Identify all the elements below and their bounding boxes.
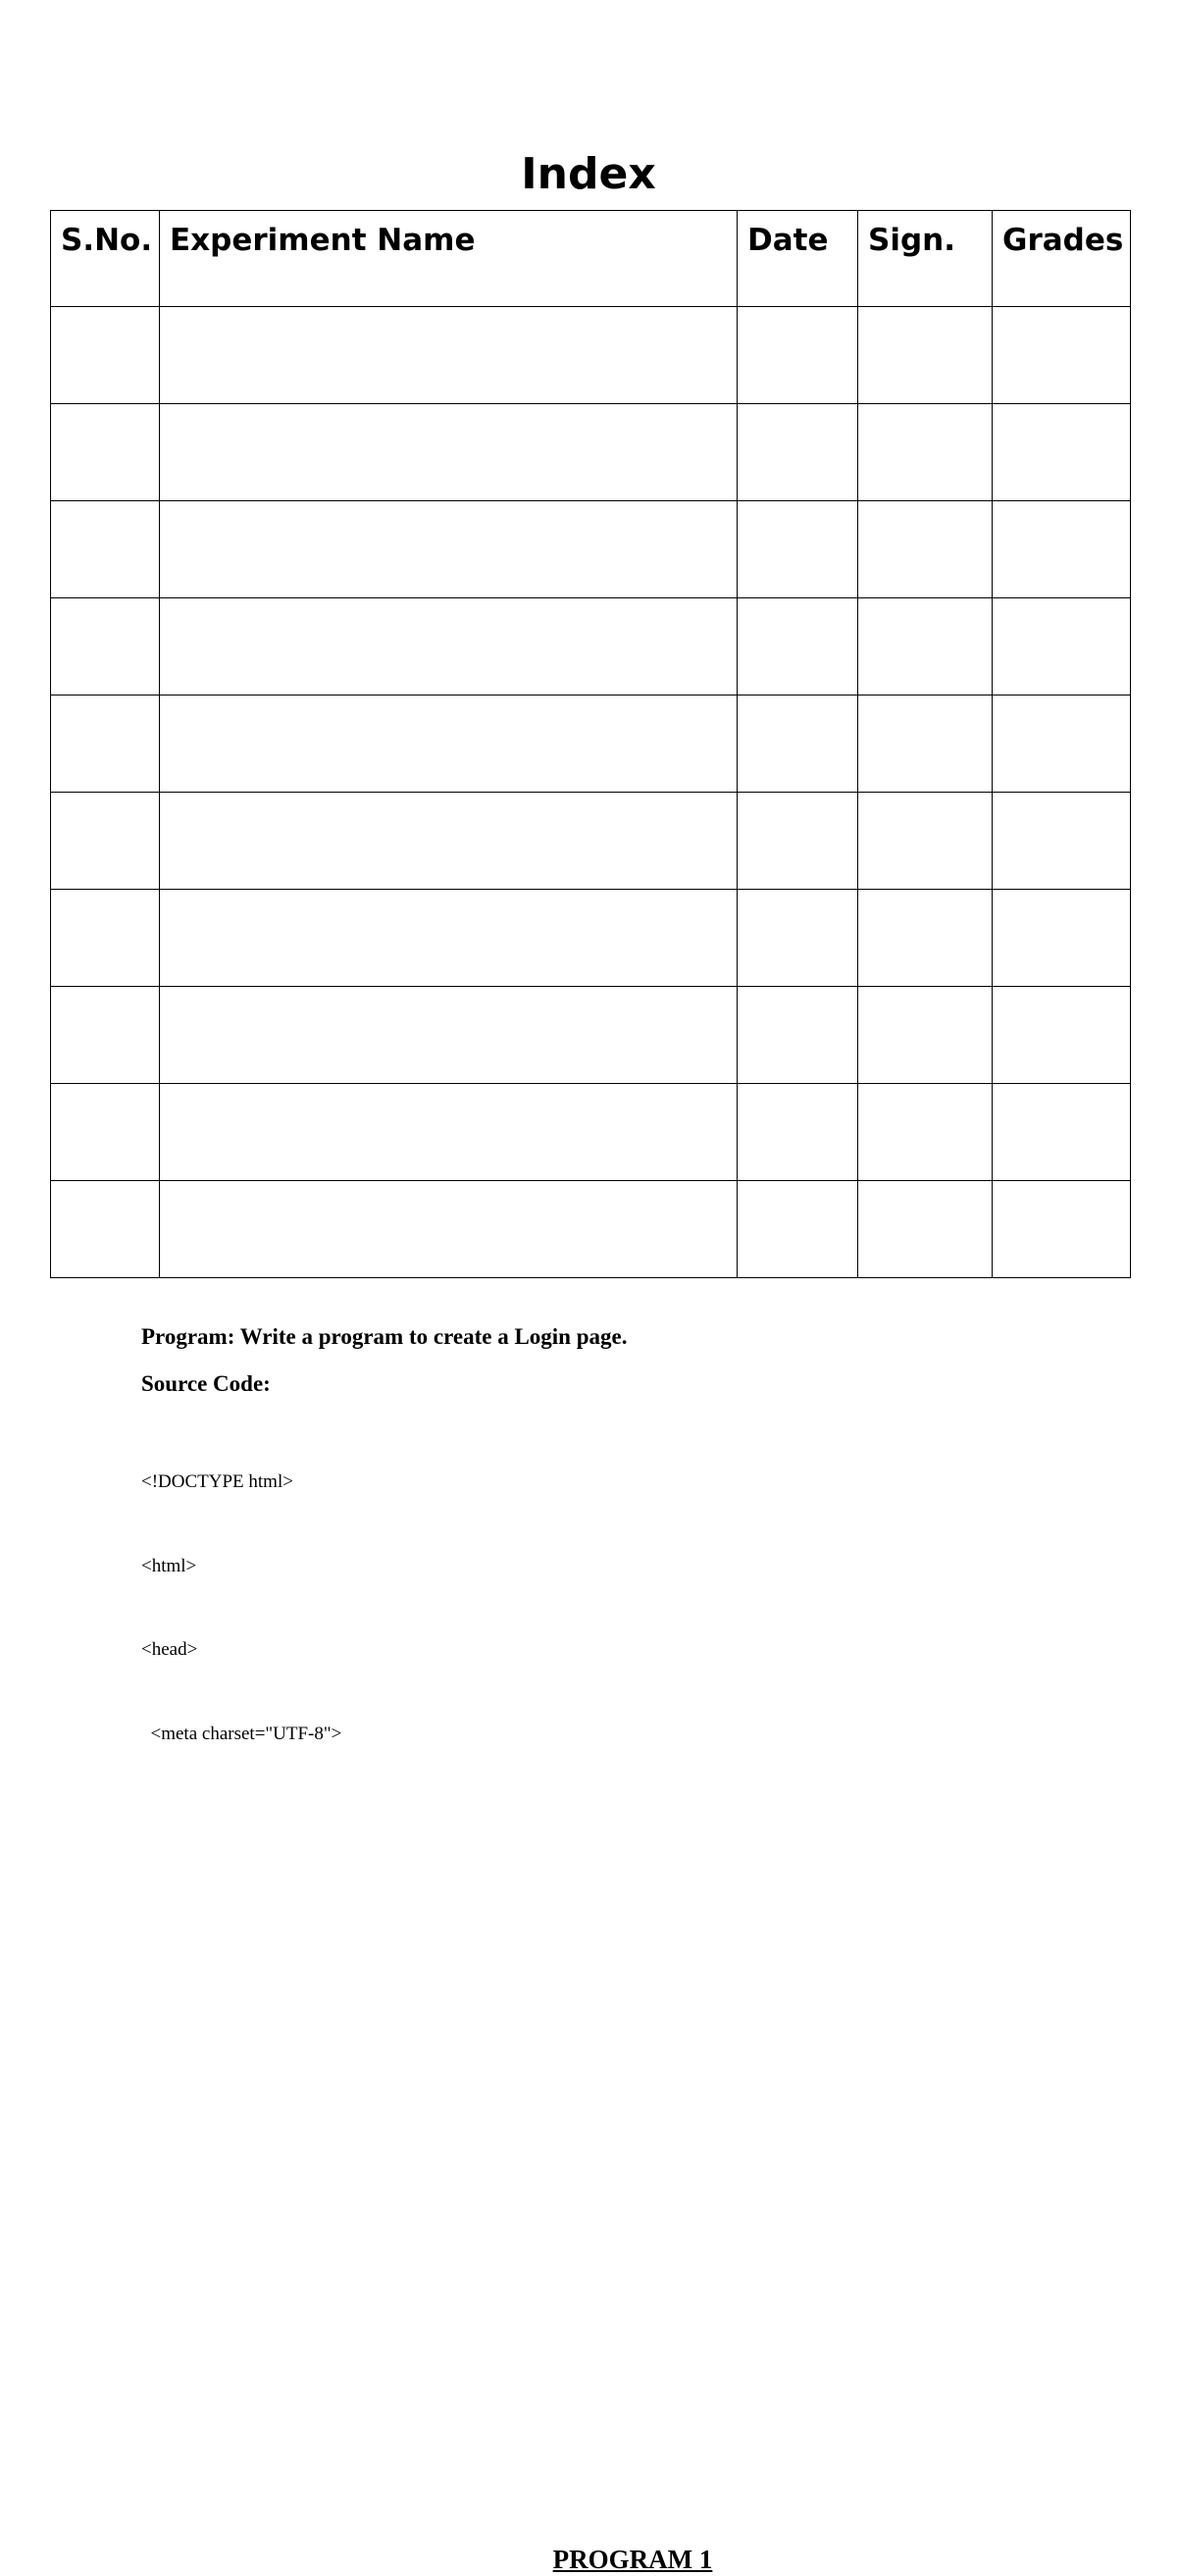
cell-sign bbox=[858, 987, 993, 1084]
column-header-date: Date bbox=[738, 211, 858, 307]
cell-sno bbox=[51, 307, 160, 404]
cell-date bbox=[738, 890, 858, 987]
cell-sno bbox=[51, 598, 160, 696]
cell-sign bbox=[858, 1181, 993, 1278]
cell-grades bbox=[993, 987, 1131, 1084]
cell-date bbox=[738, 307, 858, 404]
cell-date bbox=[738, 404, 858, 501]
cell-sign bbox=[858, 404, 993, 501]
cell-sign bbox=[858, 890, 993, 987]
cell-date bbox=[738, 696, 858, 793]
cell-experiment-name bbox=[160, 404, 738, 501]
cell-sno bbox=[51, 404, 160, 501]
cell-sign bbox=[858, 696, 993, 793]
cell-sno bbox=[51, 793, 160, 890]
table-header-row bbox=[51, 211, 1131, 307]
index-table bbox=[50, 210, 1131, 1278]
source-code-block bbox=[141, 1413, 341, 1777]
cell-grades bbox=[993, 307, 1131, 404]
cell-grades bbox=[993, 501, 1131, 598]
cell-experiment-name bbox=[160, 1181, 738, 1278]
cell-experiment-name bbox=[160, 890, 738, 987]
cell-experiment-name bbox=[160, 501, 738, 598]
cell-sno bbox=[51, 1084, 160, 1181]
table-row bbox=[51, 598, 1131, 696]
program-heading: PROGRAM 1 bbox=[552, 2545, 713, 2574]
index-title: Index bbox=[521, 149, 656, 199]
cell-grades bbox=[993, 793, 1131, 890]
cell-sign bbox=[858, 1084, 993, 1181]
column-header-experiment-name: Experiment Name bbox=[160, 211, 738, 307]
cell-grades bbox=[993, 598, 1131, 696]
cell-grades bbox=[993, 1084, 1131, 1181]
cell-sno bbox=[51, 501, 160, 598]
cell-date bbox=[738, 598, 858, 696]
cell-date bbox=[738, 1084, 858, 1181]
cell-date bbox=[738, 793, 858, 890]
table-row bbox=[51, 307, 1131, 404]
cell-date bbox=[738, 1181, 858, 1278]
cell-experiment-name bbox=[160, 598, 738, 696]
table-body bbox=[51, 307, 1131, 1278]
table-row bbox=[51, 696, 1131, 793]
code-line: <html> bbox=[141, 1555, 197, 1576]
cell-sign bbox=[858, 598, 993, 696]
cell-experiment-name bbox=[160, 307, 738, 404]
table-row bbox=[51, 404, 1131, 501]
cell-date bbox=[738, 501, 858, 598]
table-row bbox=[51, 1084, 1131, 1181]
cell-grades bbox=[993, 890, 1131, 987]
code-line: <!DOCTYPE html> bbox=[141, 1471, 293, 1492]
cell-grades bbox=[993, 1181, 1131, 1278]
cell-experiment-name bbox=[160, 793, 738, 890]
code-line: <head> bbox=[141, 1639, 198, 1660]
table-row bbox=[51, 501, 1131, 598]
cell-sno bbox=[51, 1181, 160, 1278]
table-row bbox=[51, 793, 1131, 890]
table-row bbox=[51, 890, 1131, 987]
cell-experiment-name bbox=[160, 696, 738, 793]
table-row bbox=[51, 987, 1131, 1084]
source-code-label: Source Code: bbox=[141, 1371, 271, 1396]
cell-sno bbox=[51, 696, 160, 793]
code-line: <meta charset="UTF-8"> bbox=[141, 1723, 342, 1744]
cell-date bbox=[738, 987, 858, 1084]
cell-experiment-name bbox=[160, 1084, 738, 1181]
cell-experiment-name bbox=[160, 987, 738, 1084]
column-header-sno: S.No. bbox=[51, 211, 160, 307]
cell-sign bbox=[858, 307, 993, 404]
column-header-grades: Grades bbox=[993, 211, 1131, 307]
cell-sign bbox=[858, 501, 993, 598]
column-header-sign: Sign. bbox=[858, 211, 993, 307]
cell-sno bbox=[51, 890, 160, 987]
program-description: Program: Write a program to create a Login page. bbox=[141, 1324, 628, 1349]
cell-grades bbox=[993, 404, 1131, 501]
table-row bbox=[51, 1181, 1131, 1278]
cell-sno bbox=[51, 987, 160, 1084]
cell-grades bbox=[993, 696, 1131, 793]
cell-sign bbox=[858, 793, 993, 890]
